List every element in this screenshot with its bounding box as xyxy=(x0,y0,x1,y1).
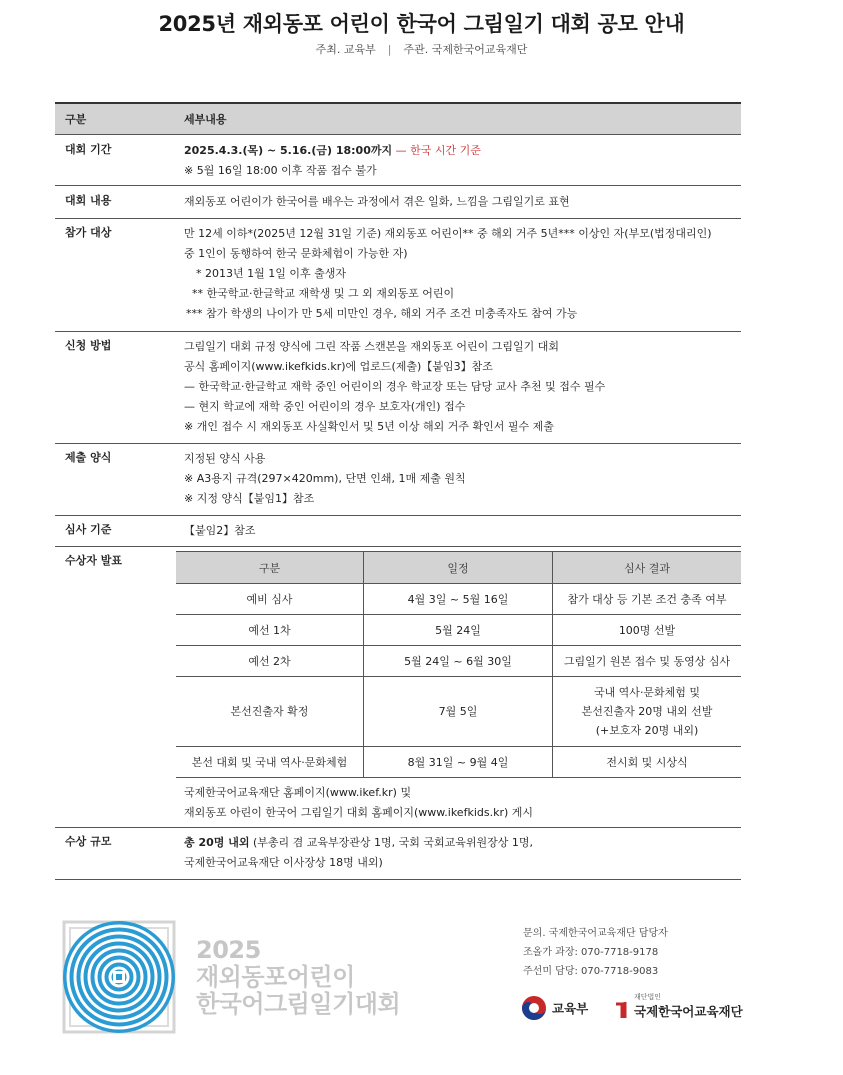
table-row xyxy=(176,584,741,615)
host-label: 주최. 교육부 xyxy=(315,43,376,56)
logo-line: 한국어그림일기대회 xyxy=(196,990,401,1018)
schedule-date: 5월 24일 xyxy=(364,615,553,646)
apply-line: 공식 홈페이지(www.ikefkids.kr)에 업로드(제출)【붙임3】참조 xyxy=(184,360,493,373)
moe-name: 교육부 xyxy=(552,1001,589,1016)
period-sub: ※ 5월 16일 18:00 이후 작품 접수 불가 xyxy=(184,164,377,177)
contact-line: 조올가 과장: 070-7718-9178 xyxy=(523,947,659,958)
row-format xyxy=(55,444,741,516)
schedule-result-line: (+보호자 20명 내외) xyxy=(595,724,699,737)
ikef-name: 국제한국어교육재단 xyxy=(634,1004,743,1019)
schedule-date: 4월 3일 ~ 5월 16일 xyxy=(364,584,553,615)
contact-title: 문의. 국제한국어교육재단 담당자 xyxy=(523,928,668,939)
logo-year: 2025 xyxy=(196,936,261,964)
criteria-label: 심사 기준 xyxy=(55,516,176,547)
col-header-details: 세부내용 xyxy=(176,103,741,135)
subtitle-separator: | xyxy=(387,43,392,56)
table-row xyxy=(176,615,741,646)
table-row xyxy=(176,677,741,747)
schedule-stage: 예선 2차 xyxy=(176,646,364,677)
announce-note: 국제한국어교육재단 홈페이지(www.ikef.kr) 및 xyxy=(184,786,412,799)
schedule-result xyxy=(553,677,742,747)
target-line: 중 1인이 동행하여 한국 문화체험이 가능한 자) xyxy=(184,247,408,260)
row-awards xyxy=(55,828,741,880)
schedule-result: 전시회 및 시상식 xyxy=(553,747,742,778)
awards-label: 수상 규모 xyxy=(55,828,176,880)
info-table xyxy=(55,102,741,880)
content-text: 재외동포 어린이가 한국어를 배우는 과정에서 겪은 일화, 느낌을 그림일기로 표현 xyxy=(184,195,570,208)
row-period xyxy=(55,135,741,186)
page-subtitle xyxy=(0,41,843,57)
contest-logo-text xyxy=(196,937,400,1018)
organizer-label: 주관. 국제한국어교육재단 xyxy=(403,43,528,56)
contest-logo-icon xyxy=(60,918,178,1036)
table-row xyxy=(176,646,741,677)
schedule-stage: 예비 심사 xyxy=(176,584,364,615)
schedule-col-result: 심사 결과 xyxy=(553,552,742,584)
contact-line: 주선미 담당: 070-7718-9083 xyxy=(523,966,659,977)
awards-total: 총 20명 내외 xyxy=(184,836,250,849)
target-line: 만 12세 이하*(2025년 12월 31일 기준) 재외동포 어린이** 중 해외 거주 5년*** 이상인 자(부모(법정대리인) xyxy=(184,227,712,240)
schedule-result: 100명 선발 xyxy=(553,615,742,646)
schedule-date: 7월 5일 xyxy=(364,677,553,747)
logo-line: 재외동포어린이 xyxy=(196,963,355,991)
target-footnote: * 2013년 1월 1일 이후 출생자 xyxy=(196,267,346,280)
table-row xyxy=(176,747,741,778)
awards-detail-2: 국제한국어교육재단 이사장상 18명 내외) xyxy=(184,856,383,869)
schedule-table xyxy=(176,551,741,778)
schedule-date: 8월 31일 ~ 9월 4일 xyxy=(364,747,553,778)
target-footnote: *** 참가 학생의 나이가 만 5세 미만인 경우, 해외 거주 조건 미충족자도 참여 가능 xyxy=(186,307,578,320)
contact-info xyxy=(523,924,668,981)
target-label: 참가 대상 xyxy=(55,219,176,332)
announce-label: 수상자 발표 xyxy=(55,547,176,828)
format-line: ※ A3용지 규격(297×420mm), 단면 인쇄, 1매 제출 원칙 xyxy=(184,472,466,485)
format-line: 지정된 양식 사용 xyxy=(184,452,266,465)
apply-label: 신청 방법 xyxy=(55,332,176,444)
apply-line: 그림일기 대회 규정 양식에 그린 작품 스캔본을 재외동포 어린이 그림일기 대회 xyxy=(184,340,559,353)
period-label: 대회 기간 xyxy=(55,135,176,186)
schedule-col-date: 일정 xyxy=(364,552,553,584)
apply-line: — 한국학교·한글학교 재학 중인 어린이의 경우 학교장 또는 담당 교사 추천 및 접수 필수 xyxy=(184,380,606,393)
page-title: 2025년 재외동포 어린이 한국어 그림일기 대회 공모 안내 xyxy=(158,12,685,36)
schedule-stage: 본선진출자 확정 xyxy=(176,677,364,747)
schedule-result: 그림일기 원본 접수 및 동영상 심사 xyxy=(553,646,742,677)
row-criteria xyxy=(55,516,741,547)
schedule-result: 참가 대상 등 기본 조건 충족 여부 xyxy=(553,584,742,615)
schedule-result-line: 국내 역사·문화체험 및 xyxy=(593,686,701,699)
schedule-header xyxy=(176,552,741,584)
schedule-col-stage: 구분 xyxy=(176,552,364,584)
apply-line: ※ 개인 접수 시 재외동포 사실확인서 및 5년 이상 해외 거주 확인서 필수 제출 xyxy=(184,420,554,433)
awards-detail: (부총리 겸 교육부장관상 1명, 국회 국회교육위원장상 1명, xyxy=(249,836,534,849)
info-table-header xyxy=(55,103,741,135)
row-content xyxy=(55,186,741,219)
criteria-text: 【붙임2】참조 xyxy=(184,524,256,537)
target-footnote: ** 한국학교·한글학교 재학생 및 그 외 재외동포 어린이 xyxy=(192,287,455,300)
schedule-result-line: 본선진출자 20명 내외 선발 xyxy=(581,705,713,718)
content-label: 대회 내용 xyxy=(55,186,176,219)
col-header-category: 구분 xyxy=(55,103,176,135)
period-main: 2025.4.3.(목) ~ 5.16.(금) 18:00까지 xyxy=(184,144,393,157)
ikef-mark-icon xyxy=(613,998,631,1020)
moe-logo xyxy=(521,995,588,1021)
taegeuk-icon xyxy=(521,995,547,1021)
schedule-stage: 본선 대회 및 국내 역사·문화체험 xyxy=(176,747,364,778)
row-target xyxy=(55,219,741,332)
format-label: 제출 양식 xyxy=(55,444,176,516)
ikef-legal-type: 재단법인 xyxy=(634,993,662,1001)
row-apply xyxy=(55,332,741,444)
apply-line: — 현지 학교에 재학 중인 어린이의 경우 보호자(개인) 접수 xyxy=(184,400,466,413)
period-note: — 한국 시간 기준 xyxy=(392,144,481,157)
ikef-logo xyxy=(613,992,743,1020)
format-line: ※ 지정 양식【붙임1】참조 xyxy=(184,492,315,505)
schedule-stage: 예선 1차 xyxy=(176,615,364,646)
announce-note: 재외동포 아린이 한국어 그림일기 대회 홈페이지(www.ikefkids.kr) 게시 xyxy=(184,806,534,819)
schedule-date: 5월 24일 ~ 6월 30일 xyxy=(364,646,553,677)
row-announce xyxy=(55,547,741,828)
